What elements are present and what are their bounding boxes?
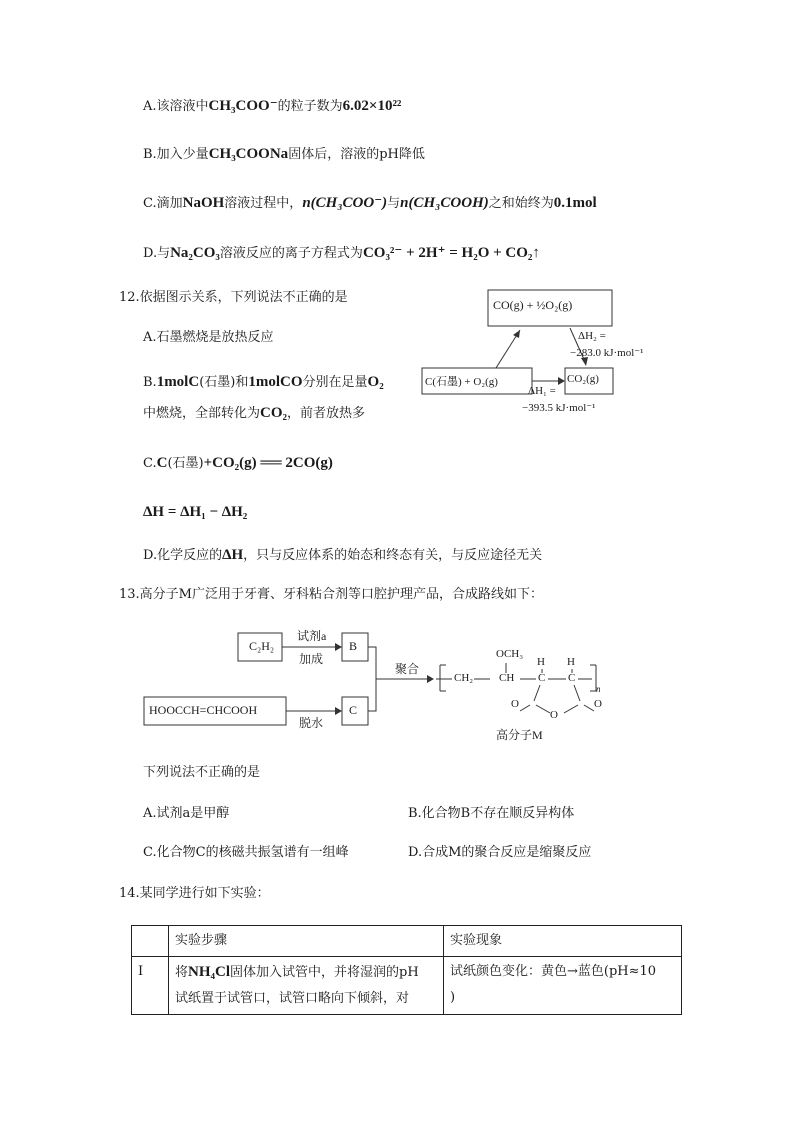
ring-bond <box>534 685 540 701</box>
equation: ΔH = ΔH₁ − ΔH₂ <box>143 504 248 520</box>
option-text: 的粒子数为 <box>277 99 343 114</box>
o-label: O <box>550 709 558 721</box>
left-bracket <box>440 665 446 691</box>
formula: NH₄Cl <box>188 964 231 980</box>
dh1-value: −393.5 kJ·mol⁻¹ <box>522 402 596 414</box>
formula: NaOH <box>182 195 225 211</box>
q13-synthesis-diagram <box>140 625 620 755</box>
option-text: 中燃烧，全部转化为 <box>143 406 261 421</box>
table-header-cell: 实验现象 <box>444 926 682 957</box>
c-label: C <box>349 703 358 717</box>
option-text: ，只与反应体系的始态和终态有关，与反应途径无关 <box>243 548 543 563</box>
q14-experiment-table <box>131 925 682 1015</box>
q13-option-c: C.化合物C的核磁共振氢谱有一组峰 <box>143 845 349 860</box>
q12-option-c <box>143 453 333 474</box>
ring-bond <box>536 705 550 713</box>
formula: O₂ <box>367 374 384 390</box>
table-cell-observation <box>444 957 682 1015</box>
och3-label: OCH₃ <box>496 648 524 660</box>
c-atom-label: C <box>538 672 546 684</box>
equation: CO₃²⁻ + 2H⁺ = H₂O + CO₂↑ <box>362 245 540 261</box>
option-text: B. <box>143 375 157 390</box>
formula: 1molC <box>156 374 200 390</box>
q11-option-c <box>143 193 597 214</box>
formula: n(CH₃COO⁻) <box>302 195 388 211</box>
table-header-row <box>132 926 682 957</box>
q13-option-d: D.合成M的聚合反应是缩聚反应 <box>408 845 592 860</box>
c2h2-label: C₂H₂ <box>249 639 275 653</box>
option-text: A.该溶液中 <box>143 99 209 114</box>
c-atom-label: C <box>568 672 576 684</box>
table-row <box>132 957 682 1015</box>
ch-label: CH <box>499 672 515 684</box>
dh2-label: ΔH₂ = <box>578 330 606 342</box>
q11-option-d <box>143 243 540 264</box>
dehydrate-label: 脱水 <box>299 716 324 730</box>
o-label: O <box>511 698 519 710</box>
option-text: 之和始终为 <box>488 196 554 211</box>
q12-option-c-dh <box>143 502 247 523</box>
o-label: O <box>594 698 602 710</box>
formula: 1molCO <box>248 374 303 390</box>
option-text: (石墨) <box>167 456 204 471</box>
polymerize-label: 聚合 <box>395 662 420 676</box>
q12-stem: 12.依据图示关系，下列说法不正确的是 <box>119 290 348 305</box>
option-text: 固体后，溶液的pH降低 <box>288 147 425 162</box>
q14-stem: 14.某同学进行如下实验： <box>119 886 270 901</box>
q11-option-a <box>143 96 401 117</box>
formula: CO₂ <box>260 405 288 421</box>
formula: C <box>156 455 168 471</box>
q11-option-b <box>143 144 425 165</box>
arrowhead <box>335 707 342 715</box>
dh1-label: ΔH₁ = <box>528 385 556 397</box>
equation: +CO₂(g) ══ 2CO(g) <box>203 455 333 471</box>
h-label: H <box>537 656 545 668</box>
option-text: 与 <box>387 196 401 211</box>
q13-option-a: A.试剂a是甲醇 <box>143 806 230 821</box>
ch2-label: CH₂ <box>454 672 474 684</box>
formula: Na₂CO₃ <box>170 245 220 261</box>
dh2-value: −283.0 kJ·mol⁻¹ <box>570 347 644 359</box>
q13-stem: 13.高分子M广泛用于牙膏、牙科粘合剂等口腔护理产品，合成路线如下： <box>119 587 543 602</box>
join-bracket <box>368 647 376 711</box>
q12-option-a: A.石墨燃烧是放热反应 <box>143 330 274 345</box>
carbonyl <box>584 705 594 711</box>
ring-bond <box>574 685 580 701</box>
q12-option-b-line2 <box>143 403 365 424</box>
table-cell-step <box>169 957 444 1015</box>
arrowhead <box>427 675 434 683</box>
option-text: ，前者放热多 <box>287 406 366 421</box>
reagent-label: 试剂a <box>297 629 327 643</box>
cell-text: ) <box>450 990 456 1005</box>
n-subscript: n <box>596 684 601 694</box>
right-box-label: CO₂(g) <box>567 373 599 385</box>
q13-option-b: B.化合物B不存在顺反异构体 <box>408 806 575 821</box>
cell-text: 试纸置于试管口，试管口略向下倾斜，对 <box>175 991 410 1006</box>
q12-option-d <box>143 545 542 566</box>
formula: n(CH₃COOH) <box>400 195 489 211</box>
option-text: 分别在足量 <box>302 375 368 390</box>
h-label: H <box>567 656 575 668</box>
option-text: (石墨)和 <box>199 375 249 390</box>
formula: 6.02×10²² <box>342 98 402 114</box>
table-header-cell: 实验步骤 <box>169 926 444 957</box>
addition-label: 加成 <box>299 652 324 666</box>
acid-label: HOOCCH=CHCOOH <box>149 703 258 717</box>
option-text: C.滴加 <box>143 196 183 211</box>
table-header-cell <box>132 926 169 957</box>
ring-bond <box>564 705 578 713</box>
formula: 0.1mol <box>553 195 597 211</box>
arrowhead <box>335 643 342 651</box>
formula: ΔH <box>222 547 244 563</box>
top-box-label: CO(g) + ½O₂(g) <box>493 298 573 312</box>
option-text: D.化学反应的 <box>143 548 223 563</box>
arrowhead <box>513 330 520 338</box>
q12-option-b <box>143 372 384 393</box>
formula: CH₃COONa <box>208 146 289 162</box>
polymer-label: 高分子M <box>496 728 543 742</box>
option-text: C. <box>143 456 157 471</box>
cell-text: 试纸颜色变化：黄色→蓝色(pH≈10 <box>450 964 657 979</box>
cell-text: 将 <box>175 965 189 980</box>
q13-sub: 下列说法不正确的是 <box>143 765 261 780</box>
table-cell-number: I <box>132 957 169 1015</box>
formula: CH₃COO⁻ <box>208 98 278 114</box>
option-text: 溶液反应的离子方程式为 <box>219 246 363 261</box>
carbonyl <box>520 705 530 711</box>
option-text: D.与 <box>143 246 171 261</box>
option-text: B.加入少量 <box>143 147 209 162</box>
arrowhead <box>558 377 565 385</box>
b-label: B <box>349 639 358 653</box>
option-text: 溶液过程中， <box>224 196 303 211</box>
cell-text: 固体加入试管中，并将湿润的pH <box>230 965 419 980</box>
left-box-label: C(石墨) + O₂(g) <box>425 376 498 388</box>
